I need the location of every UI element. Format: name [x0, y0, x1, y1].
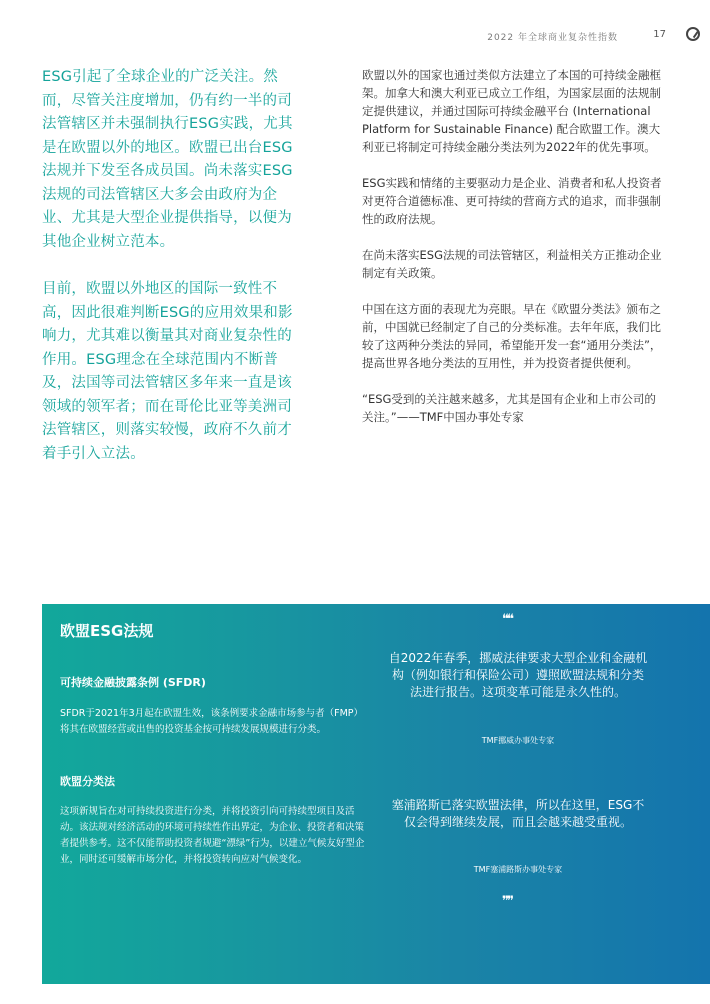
compass-icon	[686, 27, 700, 41]
report-title: 2022 年全球商业复杂性指数	[487, 33, 618, 43]
sfdr-body: SFDR于2021年3月起在欧盟生效，该条例要求金融市场参与者（FMP）将其在欧盟经营或出售的投资基金按可持续发展规模进行分类。	[60, 708, 364, 735]
sfdr-heading: 可持续金融披露条例 (SFDR)	[60, 676, 206, 689]
body-paragraph-4: 中国在这方面的表现尤为亮眼。早在《欧盟分类法》颁布之前，中国就已经制定了自己的分类标准。去年年底，我们比较了这两种分类法的异同，希望能开发一套“通用分类法”，提高世界各地分类法的互用性，并为投资者提供便利。	[362, 302, 662, 370]
box-title: 欧盟ESG法规	[60, 622, 154, 640]
page-number: 17	[653, 29, 666, 40]
lead-paragraph-2: 目前，欧盟以外地区的国际一致性不高，因此很难判断ESG的应用效果和影响力，尤其难以衡量其对商业复杂性的作用。ESG理念在全球范围内不断普及，法国等司法管辖区多年来一直是该领域的领军者；而在哥伦比亚等美洲司法管辖区，则落实较慢，政府不久前才着手引入立法。	[42, 281, 293, 462]
body-paragraph-1: 欧盟以外的国家也通过类似方法建立了本国的可持续金融框架。加拿大和澳大利亚已成立工作组，为国家层面的法规制定提供建议，并通过国际可持续金融平台 (International Platform for Sustainable Finance) 配合欧盟工作。澳大利亚已将制定可持续金融分类法列为2022年的优先事项。	[362, 68, 661, 154]
quote-cyprus-source: TMF塞浦路斯办事处专家	[473, 865, 563, 874]
quote-norway: 自2022年春季，挪威法律要求大型企业和金融机构（例如银行和保险公司）遵照欧盟法规和分类法进行报告。这项变革可能是永久性的。	[388, 651, 648, 699]
left-column	[42, 66, 304, 490]
page-header	[0, 28, 710, 48]
taxonomy-body: 这项新规旨在对可持续投资进行分类，并将投资引向可持续型项目及活动。该法规对经济活动的环境可持续性作出界定，为企业、投资者和决策者提供参考。这不仅能帮助投资者规避“漂绿”行为，以建立气候友好型企业，同时还可缓解市场分化，并将投资转向应对气候变化。	[60, 806, 365, 865]
quote-cyprus: 塞浦路斯已落实欧盟法律，所以在这里，ESG不仅会得到继续发展，而且会越来越受重视。	[391, 798, 645, 829]
quote-open-icon: ❝❝	[502, 612, 512, 627]
right-column	[362, 66, 662, 444]
taxonomy-heading: 欧盟分类法	[60, 775, 115, 788]
quote-norway-source: TMF挪威办事处专家	[481, 736, 555, 745]
body-paragraph-3: 在尚未落实ESG法规的司法管辖区，利益相关方正推动企业制定有关政策。	[362, 248, 662, 280]
lead-paragraph-1: ESG引起了全球企业的广泛关注。然而，尽管关注度增加，仍有约一半的司法管辖区并未强制执行ESG实践，尤其是在欧盟以外的地区。欧盟已出台ESG法规并下发至各成员国。尚未落实ESG法规的司法管辖区大多会由政府为企业、尤其是大型企业提供指导，以便为其他企业树立范本。	[42, 69, 293, 250]
body-paragraph-2: ESG实践和情绪的主要驱动力是企业、消费者和私人投资者对更符合道德标准、更可持续的营商方式的追求，而非强制性的政府法规。	[362, 176, 662, 226]
eu-esg-regulation-box	[42, 604, 710, 984]
expert-quote-china: “ESG受到的关注越来越多，尤其是国有企业和上市公司的关注。”——TMF中国办事处专家	[362, 392, 656, 424]
quote-close-icon: ❞❞	[502, 894, 512, 909]
